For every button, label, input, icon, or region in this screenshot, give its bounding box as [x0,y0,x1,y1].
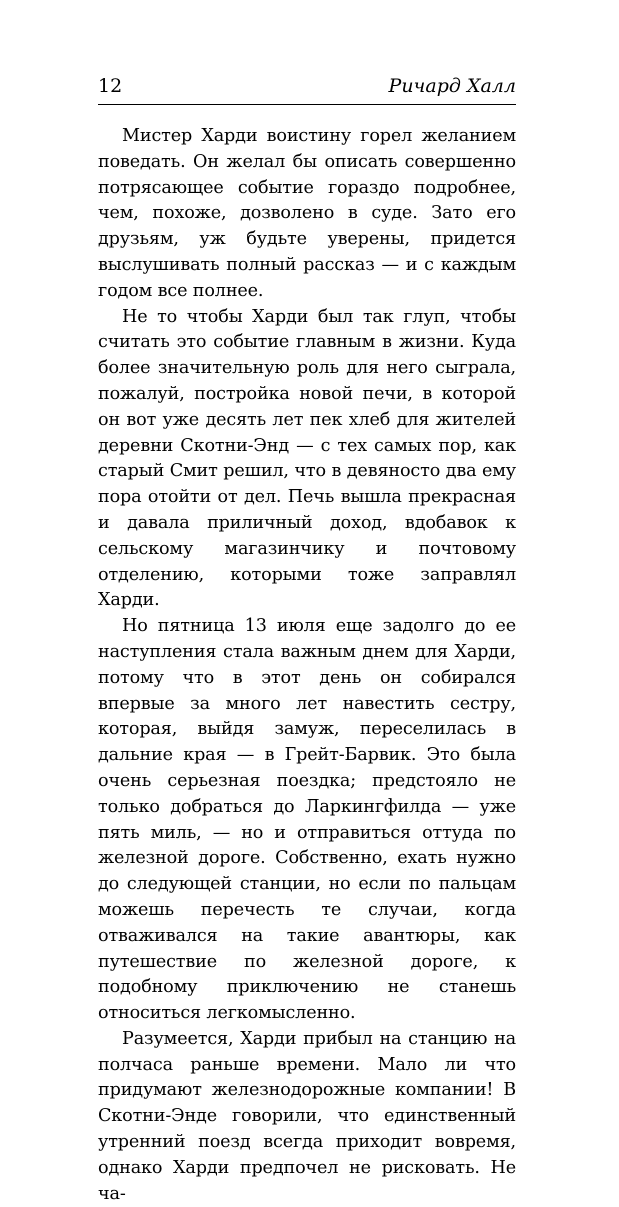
page-header [98,74,516,104]
body-text [98,124,516,1207]
running-head-author: Ричард Халл [388,75,516,97]
paragraph-2: Не то чтобы Харди был так глуп, чтобы считать это событие главным в жизни. Куда более значительную роль для него сыграла, пожалуй, постройка новой печи, в которой он вот уже десять лет пек хлеб для жителей деревни Скотни-Энд — с тех самых пор, как старый Смит решил, что в девяносто два ему пора отойти от дел. Печь вышла прекрасная и давала приличный доход, вдобавок к сельскому магазинчику и почтовому отделению, которыми тоже заправлял Харди. [98,306,516,611]
paragraph-4: Разумеется, Харди прибыл на станцию на полчаса раньше времени. Мало ли что придумают железнодорожные компании! В Скотни-Энде говорили, что единственный утренний поезд всегда приходит вовремя, однако Харди предпочел не рисковать. Не ча- [98,1028,516,1204]
header-rule [98,104,516,105]
page-number: 12 [98,75,123,97]
paragraph-3: Но пятница 13 июля еще задолго до ее наступления стала важным днем для Харди, потому что в этот день он собирался впервые за много лет навестить сестру, которая, выйдя замуж, переселилась в дальние края — в Грейт-Барвик. Это была очень серьезная поездка; предстояло не только добраться до Ларкингфилда — уже пять миль, — но и отправиться оттуда по железной дороге. Собственно, ехать нужно до следующей станции, но если по пальцам можешь перечесть те случаи, когда отваживался на такие авантюры, как путешествие по железной дороге, к подобному приключению не станешь относиться легкомысленно. [98,616,516,1024]
paragraph-1: Мистер Харди воистину горел желанием поведать. Он желал бы описать совершенно потрясающее событие гораздо подробнее, чем, похоже, дозволено в суде. Зато его друзьям, уж будьте уверены, придется выслушивать полный рассказ — и с каждым годом все полнее. [98,126,516,301]
